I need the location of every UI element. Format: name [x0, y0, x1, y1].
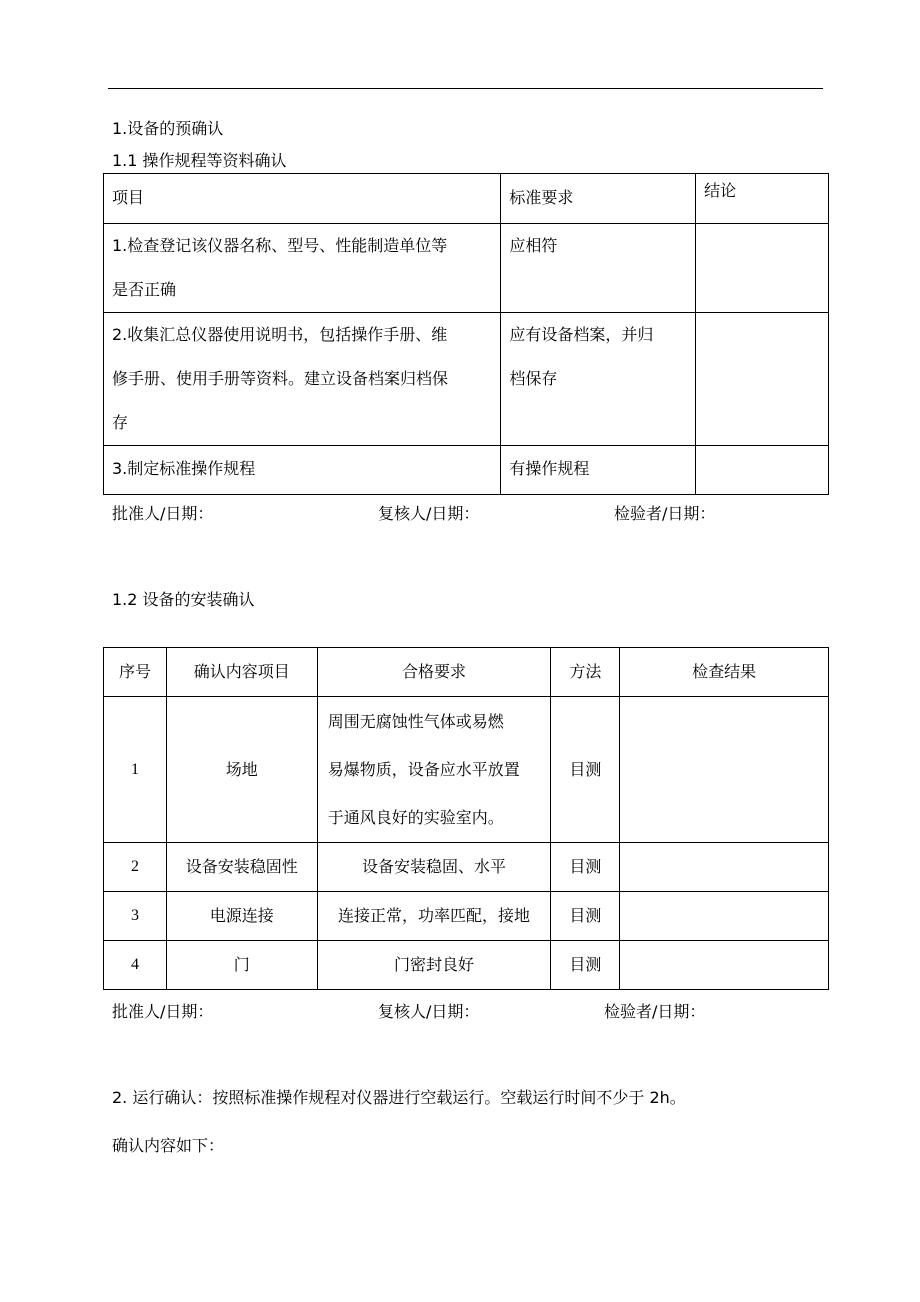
sign1-reviewer: 复核人/日期：: [378, 504, 480, 523]
header-conclusion: 结论: [696, 174, 829, 224]
table-header-row: [104, 174, 829, 224]
row-method: 目测: [551, 697, 620, 843]
row-result: [620, 697, 829, 843]
document-confirm-table: [103, 173, 829, 495]
row-item: 场地: [166, 697, 317, 843]
row3-req-line: 有操作规程: [509, 459, 590, 478]
sign1-approver: 批准人/日期：: [112, 504, 214, 523]
row-result: [620, 892, 829, 941]
table-row: [104, 843, 829, 892]
table-row: [104, 697, 829, 843]
sign2-inspector: 检验者/日期：: [604, 1002, 706, 1021]
row1-req-line: 应相符: [509, 236, 558, 255]
table-row: [104, 224, 829, 313]
header-item: 确认内容项目: [166, 648, 317, 697]
row-no: 3: [104, 892, 167, 941]
req-line: 于通风良好的实验室内。: [327, 807, 504, 827]
table-row: [104, 892, 829, 941]
row-no: 2: [104, 843, 167, 892]
req-line: 易爆物质，设备应水平放置: [327, 759, 520, 779]
row-method: 目测: [551, 941, 620, 990]
row-item: 电源连接: [166, 892, 317, 941]
row2-item: [104, 313, 501, 446]
row1-item-line: 是否正确: [112, 280, 177, 299]
sign2-reviewer: 复核人/日期：: [378, 1002, 480, 1021]
table-header-row: [104, 648, 829, 697]
install-confirm-table: [103, 647, 829, 990]
row2-item-line: 存: [112, 413, 129, 432]
section-heading-1-1: 1.1 操作规程等资料确认: [112, 151, 287, 170]
sign1-inspector: 检验者/日期：: [614, 504, 716, 523]
row2-item-line: 2.收集汇总仪器使用说明书，包括操作手册、维: [112, 325, 448, 344]
section-heading-1-2: 1.2 设备的安装确认: [112, 590, 255, 609]
row3-item-line: 3.制定标准操作规程: [112, 459, 256, 478]
row2-req-line: 应有设备档案，并归: [509, 325, 654, 344]
row-requirement: [317, 697, 551, 843]
row-item: 门: [166, 941, 317, 990]
row-requirement: 设备安装稳固、水平: [317, 843, 551, 892]
row-no: 4: [104, 941, 167, 990]
row2-item-line: 修手册、使用手册等资料。建立设备档案归档保: [112, 369, 449, 388]
row-requirement: 门密封良好: [317, 941, 551, 990]
row1-item: [104, 224, 501, 313]
row1-conclusion: [696, 224, 829, 313]
req-line: 周围无腐蚀性气体或易燃: [327, 711, 504, 731]
confirm-content-label: 确认内容如下：: [112, 1136, 225, 1155]
row-no: 1: [104, 697, 167, 843]
header-item: 项目: [104, 174, 501, 224]
row-requirement: 连接正常，功率匹配，接地: [317, 892, 551, 941]
row-method: 目测: [551, 892, 620, 941]
header-result: 检查结果: [620, 648, 829, 697]
row1-requirement: [501, 224, 696, 313]
header-requirement: 合格要求: [317, 648, 551, 697]
header-rule: [108, 88, 823, 89]
table-row: [104, 313, 829, 446]
row3-item: [104, 446, 501, 495]
section-heading-2: 2. 运行确认：按照标准操作规程对仪器进行空载运行。空载运行时间不少于 2h。: [112, 1088, 686, 1107]
header-method: 方法: [551, 648, 620, 697]
row3-conclusion: [696, 446, 829, 495]
row-method: 目测: [551, 843, 620, 892]
row2-req-line: 档保存: [509, 369, 558, 388]
row-result: [620, 941, 829, 990]
row3-requirement: [501, 446, 696, 495]
row-item: 设备安装稳固性: [166, 843, 317, 892]
section-heading-1: 1.设备的预确认: [112, 119, 224, 138]
row2-conclusion: [696, 313, 829, 446]
table-row: [104, 446, 829, 495]
row-result: [620, 843, 829, 892]
row2-requirement: [501, 313, 696, 446]
sign2-approver: 批准人/日期：: [112, 1002, 214, 1021]
row1-item-line: 1.检查登记该仪器名称、型号、性能制造单位等: [112, 236, 448, 255]
header-no: 序号: [104, 648, 167, 697]
header-requirement: 标准要求: [501, 174, 696, 224]
table-row: [104, 941, 829, 990]
